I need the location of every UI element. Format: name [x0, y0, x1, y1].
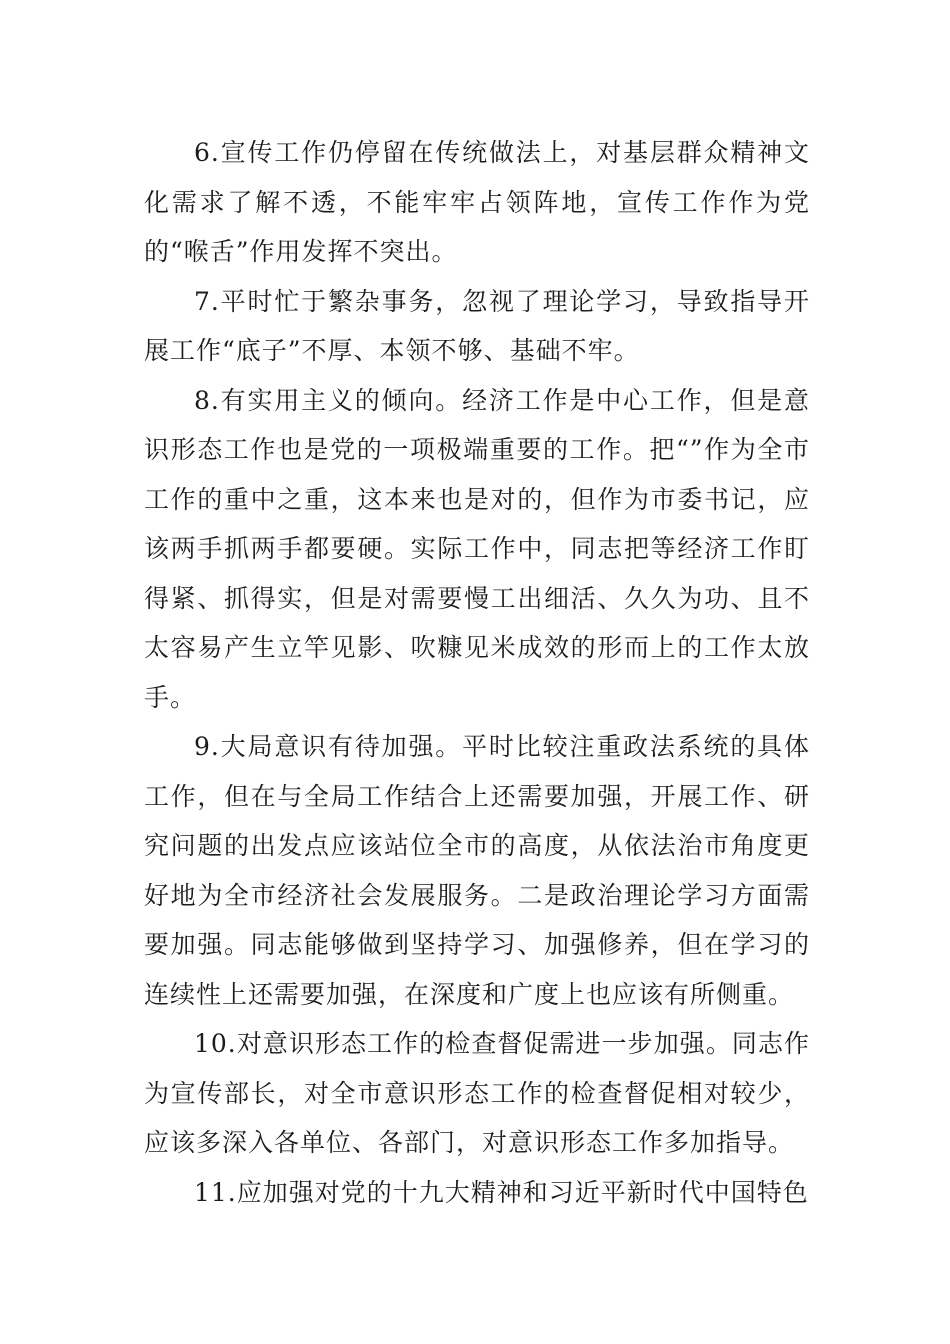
paragraph-item-8: 8.有实用主义的倾向。经济工作是中心工作，但是意识形态工作也是党的一项极端重要的工作。把“”作为全市工作的重中之重，这本来也是对的，但作为市委书记，应该两手抓两手都要硬。实际工作中，同志把等经济工作盯得紧、抓得实，但是对需要慢工出细活、久久为功、且不太容易产生立竿见影、吹糠见米成效的形而上的工作太放手。	[144, 385, 810, 712]
paragraph-item-11: 11.应加强对党的十九大精神和习近平新时代中国特色	[194, 1177, 809, 1207]
paragraph-item-9: 9.大局意识有待加强。平时比较注重政法系统的具体工作，但在与全局工作结合上还需要加强，开展工作、研究问题的出发点应该站位全市的高度，从依法治市角度更好地为全市经济社会发展服务。二是政治理论学习方面需要加强。同志能够做到坚持学习、加强修养，但在学习的连续性上还需要加强，在深度和广度上也应该有所侧重。	[144, 732, 810, 1009]
document-body	[144, 128, 810, 1217]
paragraph-item-6: 6.宣传工作仍停留在传统做法上，对基层群众精神文化需求了解不透，不能牢牢占领阵地，宣传工作作为党的“喉舌”作用发挥不突出。	[144, 138, 810, 266]
paragraph-item-10: 10.对意识形态工作的检查督促需进一步加强。同志作为宣传部长，对全市意识形态工作的检查督促相对较少，应该多深入各单位、各部门，对意识形态工作多加指导。	[144, 1029, 810, 1157]
paragraph-item-7: 7.平时忙于繁杂事务，忽视了理论学习，导致指导开展工作“底子”不厚、本领不够、基础不牢。	[144, 286, 810, 365]
